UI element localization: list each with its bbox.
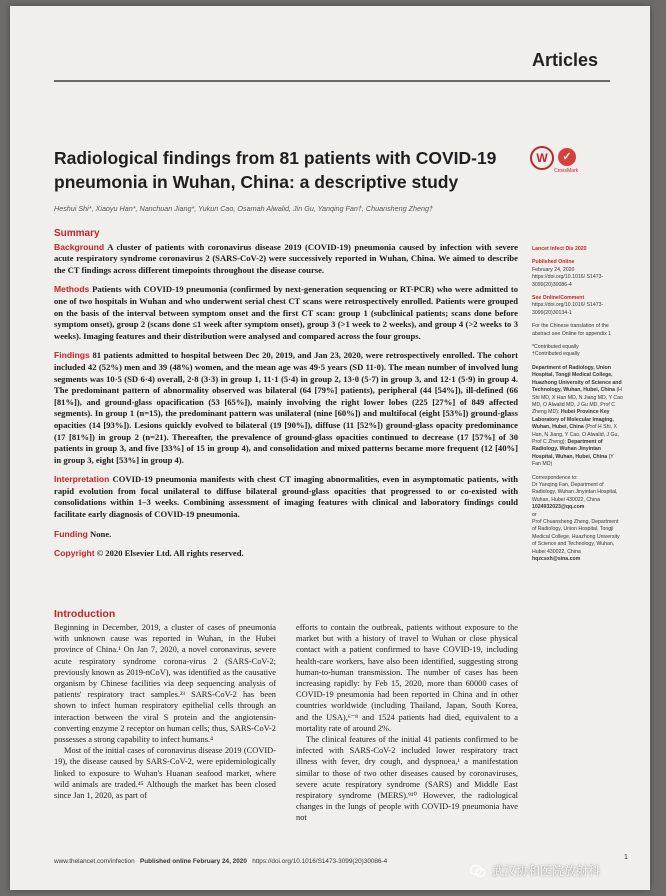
affiliation-name: Hubei Province Key Laboratory of Molecular Imaging, Wuhan, Hubei, China xyxy=(532,409,614,431)
watermark-text: 武汉协和医院放射科 xyxy=(492,864,601,878)
intro-column-right xyxy=(296,622,518,824)
correspondence-email[interactable]: hqzcsxh@sina.com xyxy=(532,556,581,563)
intro-paragraph: Most of the initial cases of coronavirus disease 2019 (COVID-19), the disease caused by SARS-CoV-2, were epidemiologically linked to exposure to Wuhan's Huanan seafood market, where wild animals are traded.⁴⁵ Although the market has been closed since Jan 1, 2020, as part of xyxy=(54,746,276,801)
published-online-link[interactable]: February 24, 2020 https://doi.org/10.1016/ S1473-3099(20)30086-4 xyxy=(532,266,604,288)
page-number: 1 xyxy=(624,854,628,861)
summary-heading: Summary xyxy=(54,228,100,239)
footer-url[interactable]: www.thelancet.com/infection xyxy=(54,858,135,865)
correspondence-block xyxy=(532,475,624,564)
see-online-block xyxy=(532,295,624,317)
header-rule xyxy=(54,80,610,82)
journal-page xyxy=(10,6,650,890)
affiliation-name: Department of Radiology, Wuhan Jinyintan Hospital, Wuhan, Hubei, China xyxy=(532,438,608,460)
intro-paragraph: efforts to contain the outbreak, patients without exposure to the market but with a history of travel to Wuhan or close physical contact with a patient confirmed to have COVID-19, including health-care workers, have also been identified, suggesting strong human-to-human transmission. The number of cases has been increasing rapidly: by Feb 15, 2020, more than 60000 cases of COVID-19 pneumonia had been reported in China and in other countries worldwide (including Thailand, Japan, South Korea, and the USA),⁶⁻⁸ and 1524 patients had died, equivalent to a mortality rate of around 2%. xyxy=(296,623,518,733)
see-online-label: See Online/Comment xyxy=(532,295,585,302)
lancet-logo-icon: W xyxy=(530,146,554,170)
contributed-equally-note: †Contributed equally xyxy=(532,351,580,358)
contributed-equally-note: *Contributed equally xyxy=(532,344,579,351)
interpretation-paragraph xyxy=(54,474,518,520)
interpretation-label: Interpretation xyxy=(54,474,110,485)
background-paragraph xyxy=(54,242,518,277)
published-online-label: Published Online xyxy=(532,259,575,266)
copyright-text: © 2020 Elsevier Ltd. All rights reserved. xyxy=(96,548,244,559)
published-online-block xyxy=(532,259,624,289)
correspondence-address: Prof Chuansheng Zheng, Department of Radiology, Union Hospital, Tongji Medical College, Huazhong University of Science and Technology, Wuhan, Hubei 430022, China xyxy=(532,519,620,555)
intro-column-left xyxy=(54,622,276,801)
funding-text: None. xyxy=(90,528,112,539)
affiliation-members: (H Shi MD, X Han MD, N Jiang MD, Y Cao MD, O Alwalid MD, J Gu MD, Prof C Zheng MD); xyxy=(532,387,623,416)
correspondence-email[interactable]: 1024932023@qq.com xyxy=(532,504,585,511)
journal-reference: Lancet Infect Dis 2020 xyxy=(532,246,587,252)
intro-paragraph: The clinical features of the initial 41 patients confirmed to be infected with SARS-CoV-2 included lower respiratory tract illness with fever, dry cough, and dyspnoea,¹ a manifestation similar to those of two other diseases caused by coronaviruses, severe acute respiratory syndrome (SARS) and Middle East respiratory syndrome (MERS).⁹¹⁰ However, the radiological changes in the lungs of people with COVID-19 pneumonia have not xyxy=(296,735,518,823)
background-label: Background xyxy=(54,241,105,252)
background-text: A cluster of patients with coronavirus disease 2019 (COVID-19) pneumonia caused by infection with severe acute respiratory syndrome coronavirus 2 (SARS-CoV-2) were successively reported in Wuhan, China. We aimed to describe the CT findings across different timepoints throughout the disease course. xyxy=(54,241,518,275)
footer-published: Published online February 24, 2020 xyxy=(139,858,247,865)
or-label: or xyxy=(532,511,537,518)
section-label: Articles xyxy=(531,50,598,70)
title-logos xyxy=(530,146,600,182)
summary-section xyxy=(54,228,518,568)
chinese-translation-note: For the Chinese translation of the abstract see Online for appendix 1 xyxy=(532,323,612,337)
wechat-watermark xyxy=(470,862,600,879)
methods-label: Methods xyxy=(54,284,90,295)
copyright-paragraph xyxy=(54,548,518,560)
article-title: Radiological findings from 81 patients with COVID-19 pneumonia in Wuhan, China: a descriptive study xyxy=(54,148,497,192)
wechat-icon xyxy=(470,864,486,878)
funding-label: Funding xyxy=(54,528,88,539)
affiliation-members: (Prof H Shi, X Han, N Jiang, Y Cao, O Alwalid, J Gu, Prof C Zheng); xyxy=(532,424,619,445)
funding-paragraph xyxy=(54,529,518,541)
methods-paragraph xyxy=(54,284,518,342)
methods-text: Patients with COVID-19 pneumonia (confirmed by next-generation sequencing or RT-PCR) who were admitted to one of two hospitals in Wuhan and who underwent serial chest CT scans were retrospectively enrolled. Patients were grouped on the basis of the interval between symptom onset and the first CT scan: group 1 (subclinical patients; scans done before symptom onset), group 2 (scans done ≤1 week after symptom onset), group 3 (>1 week to 2 weeks), and group 4 (>2 weeks to 3 weeks). Imaging features and their distribution were analysed and compared across the four groups. xyxy=(54,284,518,341)
findings-label: Findings xyxy=(54,350,90,361)
footer-doi[interactable]: https://doi.org/10.1016/S1473-3099(20)30086-4 xyxy=(252,858,388,865)
intro-paragraph: Beginning in December, 2019, a cluster of cases of pneumonia with unknown cause was reported in Wuhan, in the Hubei province of China.¹ On Jan 7, 2020, a novel coronavirus, severe acute respiratory syndrome corona-virus 2 (SARS-CoV-2; previously known as 2019-nCoV), was identified as the causative organism by Chinese facilities via deep sequencing analysis of patients' respiratory tract samples.²³ SARS-CoV-2 has been shown to infect human respiratory epithelial cells through an interaction between the viral S protein and the angiotensin-converting enzyme 2 receptor on human cells; thus, SARS-CoV-2 possesses a strong capability to infect humans.⁴ xyxy=(54,623,276,745)
sidebar xyxy=(532,246,624,569)
crossmark-label: CrossMark xyxy=(554,168,579,174)
findings-text: 81 patients admitted to hospital between Dec 20, 2019, and Jan 23, 2020, were retrospectively enrolled. The cohort included 42 (52%) men and 39 (48%) women, and the mean age was 49·5 years (SD 11·0). The mean number of involved lung segments was 10·5 (SD 6·4) overall, 2·8 (3·3) in group 1, 11·1 (5·4) in group 2, 13·0 (5·7) in group 3, and 12·1 (5·9) in group 4. The predominant pattern of abnormality observed was bilateral (64 [79%] patients), peripheral (44 [54%]), ill-defined (66 [81%]), and ground-glass opacification (53 [65%]), mainly involving the right lower lobes (225 [27%] of 849 affected segments). In group 1 (n=15), the predominant pattern was unilateral (nine [60%]) and multifocal (eight [53%]) ground-glass opacities (14 [93%]). Lesions quickly evolved to bilateral (19 [90%]), diffuse (11 [52%]) ground-glass opacity predominance (17 [81%]) in group 2 (n=21). Thereafter, the prevalence of ground-glass opacities continued to decrease (17 [57%] of 30 patients in group 3, and five [33%] of 15 in group 4), and consolidation and mixed patterns became more frequent (12 [40%] in group 3, eight [53%] in group 4). xyxy=(54,350,518,465)
correspondence-label: Correspondence to: xyxy=(532,474,578,481)
correspondence-address: Dr Yanqing Fan, Department of Radiology, Wuhan Jinyintan Hospital, Wuhan, Hubei 430022, China xyxy=(532,481,618,503)
see-online-link[interactable]: https://doi.org/10.1016/ S1473-3099(20)30134-1 xyxy=(532,302,604,316)
interpretation-text: COVID-19 pneumonia manifests with chest CT imaging abnormalities, even in asymptomatic patients, with rapid evolution from focal unilateral to diffuse bilateral ground-glass opacities that progressed to or co-existed with consolidations within 1–3 weeks. Combining assessment of imaging features with clinical and laboratory findings could facilitate early diagnosis of COVID-19 pneumonia. xyxy=(54,474,519,520)
affiliation-members: (Y Fan MD) xyxy=(532,453,614,468)
affiliation-name: Department of Radiology, Union Hospital, Tongji Medical College, Huazhong University of Science and Technology, Wuhan, Hubei, China xyxy=(532,364,622,394)
author-list: Heshui Shi*, Xiaoyu Han*, Nanchuan Jiang*, Yukun Cao, Osamah Alwalid, Jin Gu, Yanqing Fan†, Chuansheng Zheng† xyxy=(54,204,434,213)
affiliation xyxy=(532,365,624,469)
introduction-heading: Introduction xyxy=(54,608,116,620)
crossmark-icon[interactable]: ✓ xyxy=(558,148,576,166)
findings-paragraph xyxy=(54,350,518,466)
copyright-label: Copyright xyxy=(54,548,95,559)
